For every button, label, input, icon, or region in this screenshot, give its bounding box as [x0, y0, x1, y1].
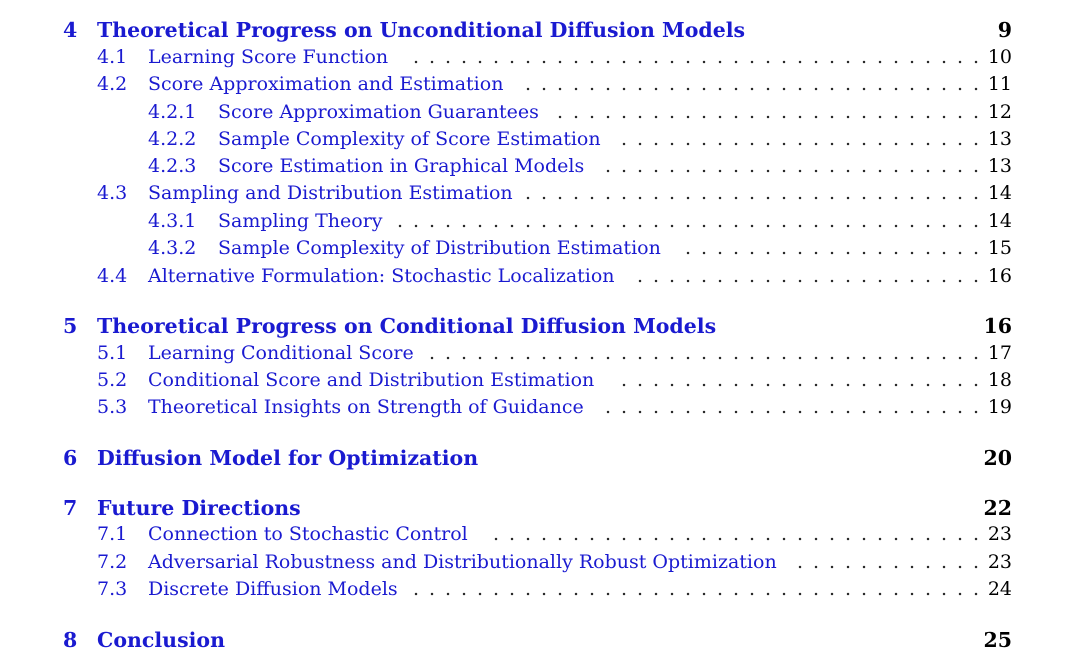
toc-page: 23 — [987, 551, 1012, 573]
toc-number[interactable]: 4.3 — [97, 182, 128, 204]
toc-page: 25 — [983, 628, 1012, 652]
toc-title[interactable]: Learning Score Function — [148, 46, 389, 68]
toc-title[interactable]: Score Approximation and Estimation — [148, 73, 504, 95]
toc-entry[interactable] — [0, 155, 1080, 180]
toc-number[interactable]: 7.3 — [97, 578, 128, 600]
toc-title[interactable]: Score Approximation Guarantees — [218, 101, 539, 123]
toc-title[interactable]: Learning Conditional Score — [148, 342, 414, 364]
toc-title[interactable]: Theoretical Progress on Conditional Diffusion Models — [97, 314, 717, 338]
dot-leader: . . . . . . . . . . . . . . . . . . . . . . . . . . . . . . . . . . . . — [412, 46, 980, 68]
toc-page: 10 — [987, 46, 1012, 68]
toc-title[interactable]: Alternative Formulation: Stochastic Localization — [148, 265, 615, 287]
toc-number[interactable]: 4.2.3 — [148, 155, 197, 177]
toc-entry[interactable] — [0, 265, 1080, 290]
dot-leader: . . . . . . . . . . . . . . . . . . . . . . . . — [604, 396, 980, 418]
dot-leader: . . . . . . . . . . . . . . . . . . . . . . . . . . . . . . . . . . . . — [412, 578, 980, 600]
toc-page: 14 — [987, 210, 1012, 232]
toc-number[interactable]: 4.3.1 — [148, 210, 197, 232]
toc-page: 23 — [987, 523, 1012, 545]
toc-entry[interactable] — [0, 182, 1080, 207]
toc-number[interactable]: 5.1 — [97, 342, 128, 364]
toc-title[interactable]: Discrete Diffusion Models — [148, 578, 398, 600]
toc-page: 16 — [987, 265, 1012, 287]
toc-page: 18 — [987, 369, 1012, 391]
toc-number[interactable]: 8 — [63, 628, 78, 652]
toc-number[interactable]: 4.4 — [97, 265, 128, 287]
toc-title[interactable]: Conditional Score and Distribution Estimation — [148, 369, 595, 391]
toc-number[interactable]: 4 — [63, 18, 78, 42]
dot-leader: . . . . . . . . . . . . . . . . . . . . . . . — [620, 369, 980, 391]
toc-number[interactable]: 4.2.1 — [148, 101, 197, 123]
dot-leader: . . . . . . . . . . . . . . . . . . . . . . . . . . . . . — [524, 73, 980, 95]
toc-entry[interactable] — [0, 369, 1080, 394]
toc-page: 17 — [987, 342, 1012, 364]
toc-page: 13 — [987, 155, 1012, 177]
toc-title[interactable]: Sample Complexity of Distribution Estimation — [218, 237, 661, 259]
toc-title[interactable]: Sample Complexity of Score Estimation — [218, 128, 601, 150]
toc-number[interactable]: 7 — [63, 496, 78, 520]
toc-page: 12 — [987, 101, 1012, 123]
toc-entry[interactable] — [0, 342, 1080, 367]
dot-leader: . . . . . . . . . . . . — [796, 551, 980, 573]
toc-number[interactable]: 5.2 — [97, 369, 128, 391]
toc-number[interactable]: 4.1 — [97, 46, 128, 68]
toc-number[interactable]: 6 — [63, 446, 78, 470]
dot-leader: . . . . . . . . . . . . . . . . . . . . . . — [636, 265, 980, 287]
toc-page: 13 — [987, 128, 1012, 150]
toc-title[interactable]: Connection to Stochastic Control — [148, 523, 468, 545]
dot-leader: . . . . . . . . . . . . . . . . . . . — [684, 237, 980, 259]
toc-page: 11 — [987, 73, 1012, 95]
dot-leader: . . . . . . . . . . . . . . . . . . . . . . . . . . . — [556, 101, 980, 123]
toc-number[interactable]: 5 — [63, 314, 78, 338]
toc-entry[interactable] — [0, 128, 1080, 153]
toc-title[interactable]: Future Directions — [97, 496, 301, 520]
dot-leader: . . . . . . . . . . . . . . . . . . . . . . . . . . . . . . . . . . . . . — [396, 210, 980, 232]
toc-title[interactable]: Score Estimation in Graphical Models — [218, 155, 585, 177]
toc-entry[interactable] — [0, 18, 1080, 44]
toc-title[interactable]: Theoretical Insights on Strength of Guidance — [148, 396, 584, 418]
toc-entry[interactable] — [0, 551, 1080, 576]
toc-entry[interactable] — [0, 578, 1080, 603]
toc-page: 20 — [983, 446, 1012, 470]
toc-title[interactable]: Theoretical Progress on Unconditional Diffusion Models — [97, 18, 746, 42]
dot-leader: . . . . . . . . . . . . . . . . . . . . . . . . . . . . . . . — [492, 523, 980, 545]
toc-number[interactable]: 7.1 — [97, 523, 128, 545]
toc-page: 9 — [997, 18, 1012, 42]
toc-title[interactable]: Diffusion Model for Optimization — [97, 446, 479, 470]
toc-entry[interactable] — [0, 46, 1080, 71]
toc-title[interactable]: Conclusion — [97, 628, 225, 652]
toc-entry[interactable] — [0, 237, 1080, 262]
toc-page: 16 — [983, 314, 1012, 338]
toc-entry[interactable] — [0, 314, 1080, 340]
toc-title[interactable]: Adversarial Robustness and Distributionally Robust Optimization — [148, 551, 777, 573]
toc-page: 15 — [987, 237, 1012, 259]
dot-leader: . . . . . . . . . . . . . . . . . . . . . . . . . . . . . — [524, 182, 980, 204]
toc-entry[interactable] — [0, 523, 1080, 548]
toc-number[interactable]: 4.2 — [97, 73, 128, 95]
toc-entry[interactable] — [0, 496, 1080, 522]
toc-title[interactable]: Sampling and Distribution Estimation — [148, 182, 513, 204]
toc-page: 19 — [987, 396, 1012, 418]
toc-number[interactable]: 5.3 — [97, 396, 128, 418]
toc-entry[interactable] — [0, 210, 1080, 235]
toc-entry[interactable] — [0, 101, 1080, 126]
dot-leader: . . . . . . . . . . . . . . . . . . . . . . . — [620, 128, 980, 150]
toc-page: 22 — [983, 496, 1012, 520]
toc-entry[interactable] — [0, 73, 1080, 98]
toc-entry[interactable] — [0, 628, 1080, 654]
dot-leader: . . . . . . . . . . . . . . . . . . . . . . . . — [604, 155, 980, 177]
toc-number[interactable]: 4.3.2 — [148, 237, 197, 259]
toc-number[interactable]: 4.2.2 — [148, 128, 197, 150]
toc-number[interactable]: 7.2 — [97, 551, 128, 573]
toc-title[interactable]: Sampling Theory — [218, 210, 383, 232]
toc-page: 14 — [987, 182, 1012, 204]
toc-entry[interactable] — [0, 446, 1080, 472]
dot-leader: . . . . . . . . . . . . . . . . . . . . . . . . . . . . . . . . . . . — [428, 342, 980, 364]
toc-page: 24 — [987, 578, 1012, 600]
toc-entry[interactable] — [0, 396, 1080, 421]
